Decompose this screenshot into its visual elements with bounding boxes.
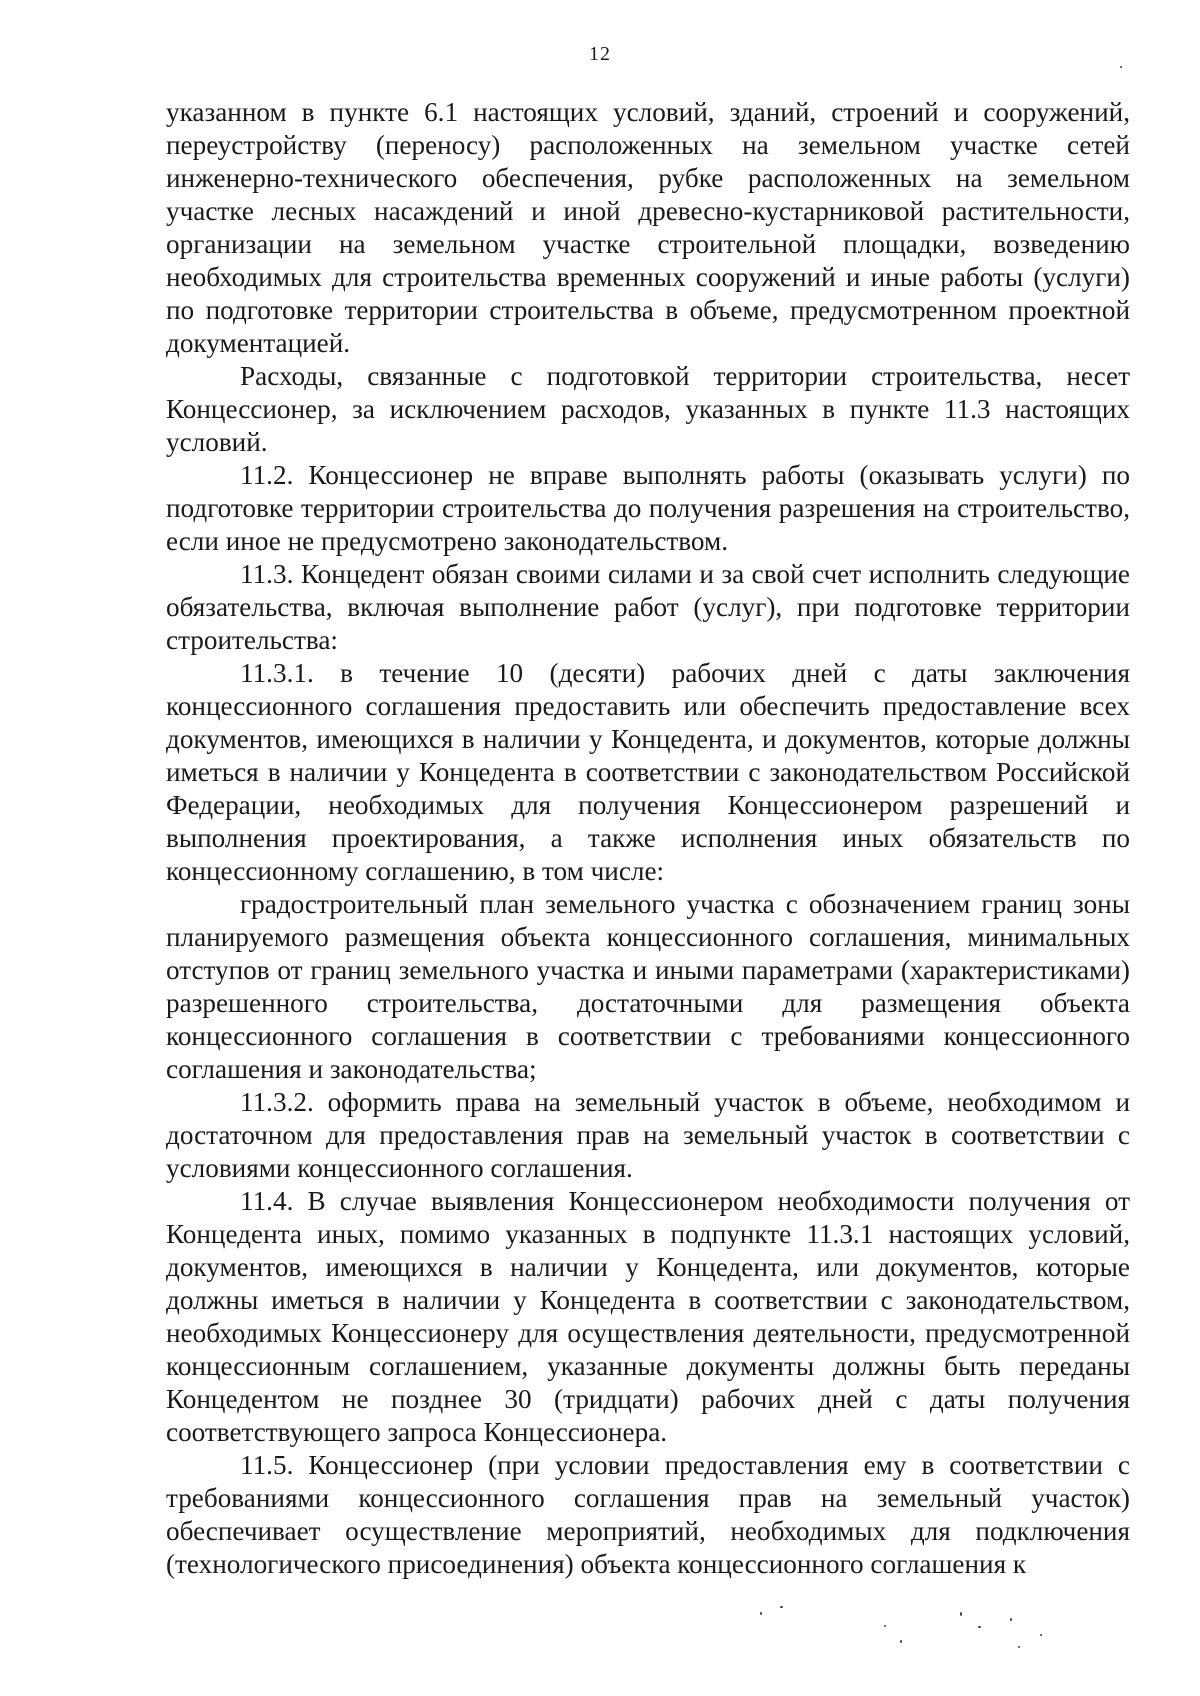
paragraph-continuation: указанном в пункте 6.1 настоящих условий, зданий, строений и сооружений, переустройству (переносу) расположенных на земельном участке сетей инженерно-технического обеспечения, рубке расположенных на земельном участке лесных насаждений и иной древесно-кустарниковой растительности, организации на земельном участке строительной площадки, возведению необходимых для строительства временных сооружений и иные работы (услуги) по подготовке территории строительства в объеме, предусмотренном проектной документацией. [166, 97, 1130, 358]
paragraph-11-4: 11.4. В случае выявления Концессионером необходимости получения от Концедента иных, помимо указанных в подпункте 11.3.1 настоящих условий, документов, имеющихся в наличии у Концедента, или документов, которые должны иметься в наличии у Концедента в соответствии с законодательством, необходимых Концессионеру для осуществления деятельности, предусмотренной концессионным соглашением, указанные документы должны быть переданы Концедентом не позднее 30 (тридцати) рабочих дней с даты получения соответствующего запроса Концессионера. [166, 1186, 1130, 1447]
paragraph-expenses: Расходы, связанные с подготовкой территории строительства, несет Концессионер, за исключением расходов, указанных в пункте 11.3 настоящих условий. [166, 361, 1130, 457]
scan-speck [960, 1612, 962, 1616]
scan-speck [1120, 66, 1122, 68]
scan-speck [760, 1612, 762, 1615]
scan-speck [780, 1606, 783, 1608]
paragraph-11-3: 11.3. Концедент обязан своими силами и за свой счет исполнить следующие обязательства, включая выполнение работ (услуг), при подготовке территории строительства: [166, 559, 1130, 655]
scan-speck [978, 1626, 981, 1628]
paragraph-urban-plan: градостроительный план земельного участка с обозначением границ зоны планируемого размещения объекта концессионного соглашения, минимальных отступов от границ земельного участка и иными параметрами (характеристиками) разрешенного строительства, достаточными для размещения объекта концессионного соглашения в соответствии с требованиями концессионного соглашения и законодательства; [166, 889, 1130, 1084]
page-number: 12 [589, 43, 611, 65]
scan-speck [1040, 1634, 1042, 1636]
paragraph-11-2: 11.2. Концессионер не вправе выполнять работы (оказывать услуги) по подготовке территории строительства до получения разрешения на строительство, если иное не предусмотрено законодательством. [166, 460, 1130, 556]
paragraph-11-3-1: 11.3.1. в течение 10 (десяти) рабочих дней с даты заключения концессионного соглашения предоставить или обеспечить предоставление всех документов, имеющихся в наличии у Концедента, и документов, которые должны иметься в наличии у Концедента в соответствии с законодательством Российской Федерации, необходимых для получения Концессионером разрешений и выполнения проектирования, а также исполнения иных обязательств по концессионному соглашению, в том числе: [166, 658, 1130, 886]
paragraph-11-3-2: 11.3.2. оформить права на земельный участок в объеме, необходимом и достаточном для предоставления прав на земельный участок в соответствии с условиями концессионного соглашения. [166, 1087, 1130, 1183]
scan-speck [1010, 1618, 1012, 1621]
scan-speck [900, 1640, 902, 1643]
scan-speck [884, 1625, 886, 1627]
paragraph-11-5: 11.5. Концессионер (при условии предоставления ему в соответствии с требованиями концессионного соглашения прав на земельный участок) обеспечивает осуществление мероприятий, необходимых для подключения (технологического присоединения) объекта концессионного соглашения к [166, 1450, 1130, 1579]
document-body [166, 96, 1130, 1581]
scan-speck [1018, 1646, 1020, 1648]
